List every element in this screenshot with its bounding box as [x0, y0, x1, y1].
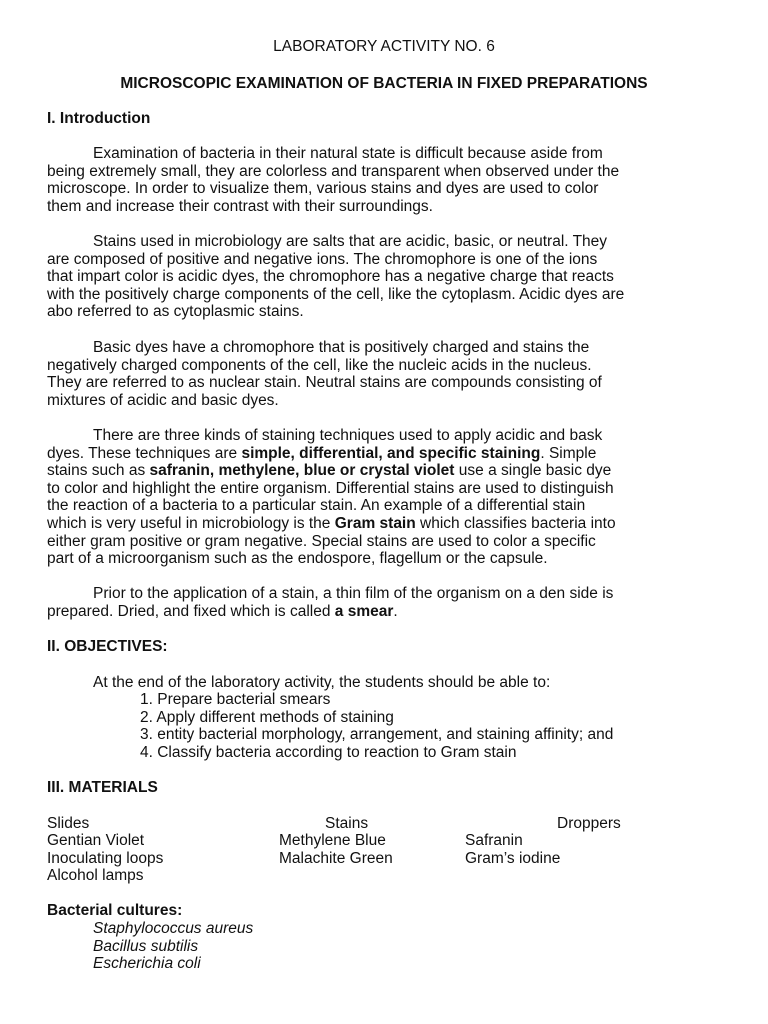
culture-item: Staphylococcus aureus	[93, 920, 254, 937]
text-run: prepared. Dried, and fixed which is called	[47, 602, 335, 620]
text-run: use a single basic dye	[454, 462, 612, 480]
cultures-heading: Bacterial cultures:	[47, 902, 183, 919]
emphasis-gram-stain: Gram stain	[334, 514, 416, 532]
text-run: . Simple	[540, 444, 597, 462]
text-line: Basic dyes have a chromophore that is positively charged and stains the	[93, 339, 590, 356]
text-line: to color and highlight the entire organism. Differential stains are used to distinguish	[47, 479, 614, 497]
text-line	[47, 462, 727, 480]
text-line: mixtures of acidic and basic dyes.	[47, 391, 279, 409]
intro-paragraph-4	[47, 427, 727, 568]
material-gentian-violet: Gentian Violet	[47, 832, 145, 849]
material-inoculating-loops: Inoculating loops	[47, 850, 164, 867]
objective-item: 4. Classify bacteria according to reaction to Gram stain	[140, 743, 517, 761]
text-line: are composed of positive and negative ions. The chromophore is one of the ions	[47, 250, 598, 268]
text-line: They are referred to as nuclear stain. Neutral stains are compounds consisting of	[47, 374, 602, 392]
section-heading-introduction: I. Introduction	[47, 110, 151, 127]
text-line: the reaction of a bacteria to a particular stain. An example of a differential stain	[47, 497, 586, 515]
section-heading-materials: III. MATERIALS	[47, 779, 158, 796]
text-line: abo referred to as cytoplasmic stains.	[47, 303, 304, 321]
text-run: .	[393, 602, 398, 620]
activity-number: LABORATORY ACTIVITY NO. 6	[273, 38, 495, 55]
objective-item: 2. Apply different methods of staining	[140, 708, 394, 726]
text-line: Prior to the application of a stain, a thin film of the organism on a den side is	[93, 585, 614, 602]
text-run: stains such as	[47, 462, 150, 480]
objective-item: 1. Prepare bacterial smears	[140, 691, 331, 708]
intro-paragraph-1	[47, 145, 727, 215]
intro-paragraph-2	[47, 233, 727, 321]
emphasis-staining-techniques: simple, differential, and specific staining	[241, 444, 541, 462]
intro-paragraph-3	[47, 339, 727, 409]
text-line: that impart color is acidic dyes, the chromophore has a negative charge that reacts	[47, 268, 614, 286]
text-line	[47, 445, 727, 463]
emphasis-smear: a smear	[334, 602, 394, 620]
material-alcohol-lamps: Alcohol lamps	[47, 867, 144, 884]
intro-paragraph-5	[47, 585, 727, 620]
text-line: being extremely small, they are colorless and transparent when observed under the	[47, 162, 620, 180]
text-line: negatively charged components of the cell, like the nucleic acids in the nucleus.	[47, 356, 592, 374]
cultures-list	[93, 920, 253, 973]
culture-item: Bacillus subtilis	[93, 937, 199, 955]
text-line: either gram positive or gram negative. Special stains are used to color a specific	[47, 532, 596, 550]
text-line	[47, 515, 727, 533]
text-run: dyes. These techniques are	[47, 444, 242, 462]
text-run: which is very useful in microbiology is the	[47, 514, 335, 532]
culture-item: Escherichia coli	[93, 955, 201, 973]
text-line: part of a microorganism such as the endospore, flagellum or the capsule.	[47, 550, 548, 568]
section-heading-objectives: II. OBJECTIVES:	[47, 638, 168, 655]
material-stains: Stains	[325, 815, 369, 832]
objectives-lead: At the end of the laboratory activity, the students should be able to:	[93, 674, 551, 691]
text-line: with the positively charge components of the cell, like the cytoplasm. Acidic dyes are	[47, 285, 625, 303]
text-line: Examination of bacteria in their natural state is difficult because aside from	[93, 145, 603, 162]
material-grams-iodine: Gram’s iodine	[465, 850, 561, 867]
emphasis-simple-stains: safranin, methylene, blue or crystal violet	[149, 462, 455, 480]
material-safranin: Safranin	[465, 832, 523, 849]
material-methylene-blue: Methylene Blue	[279, 832, 386, 849]
material-malachite-green: Malachite Green	[279, 850, 393, 867]
text-line: microscope. In order to visualize them, various stains and dyes are used to color	[47, 180, 599, 198]
text-line: them and increase their contrast with their surroundings.	[47, 197, 433, 215]
objectives-list	[140, 691, 613, 761]
objective-item: 3. entity bacterial morphology, arrangement, and staining affinity; and	[140, 726, 614, 744]
text-line: Stains used in microbiology are salts that are acidic, basic, or neutral. They	[93, 233, 608, 250]
text-run: which classifies bacteria into	[415, 514, 616, 532]
material-droppers: Droppers	[557, 815, 621, 832]
document-title: MICROSCOPIC EXAMINATION OF BACTERIA IN FIXED PREPARATIONS	[120, 75, 648, 92]
text-line: There are three kinds of staining techniques used to apply acidic and bask	[93, 427, 603, 444]
text-line	[47, 603, 727, 621]
material-slides: Slides	[47, 815, 90, 832]
